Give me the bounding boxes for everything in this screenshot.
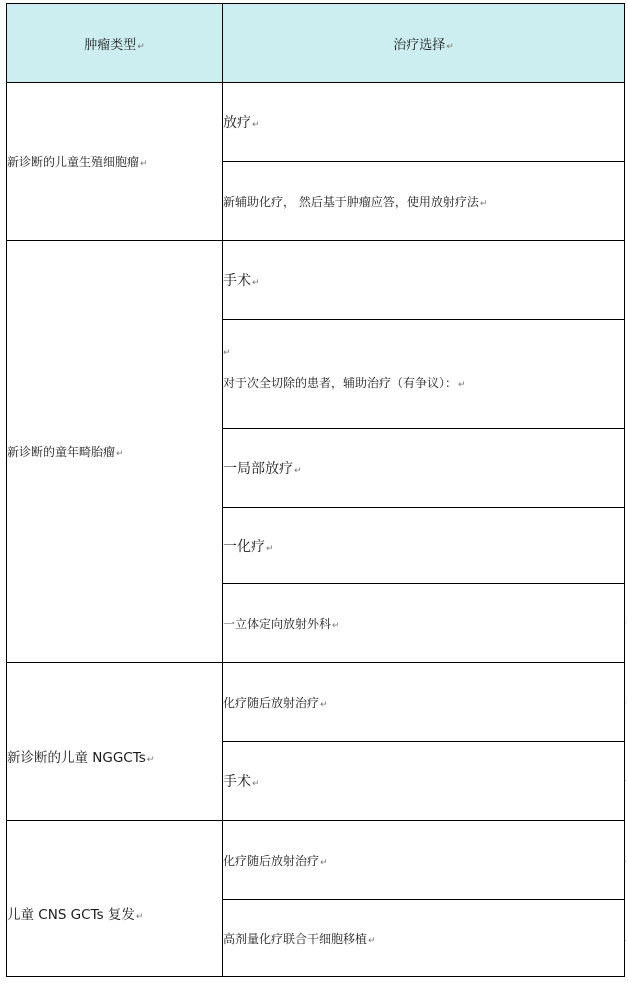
row-end-mark: .: [624, 696, 627, 705]
header-row: [7, 4, 625, 83]
table-row: [7, 241, 625, 320]
row-end-mark: .: [624, 774, 627, 783]
empty-paragraph: ↵: [223, 348, 231, 358]
treatment-cell: 一局部放疗↵: [223, 429, 625, 508]
treatment-cell: 手术↵: [223, 742, 625, 821]
treatment-cell: 放疗↵: [223, 83, 625, 162]
treatment-cell: 一化疗↵: [223, 508, 625, 584]
tumor-type-cell: 新诊断的儿童生殖细胞瘤↵: [7, 83, 223, 241]
tumor-type-cell: 新诊断的童年畸胎瘤↵: [7, 241, 223, 663]
treatment-cell: ↵ 对于次全切除的患者，辅助治疗（有争议）：↵: [223, 320, 625, 429]
treatment-cell: 新辅助化疗， 然后基于肿瘤应答，使用放射疗法↵: [223, 162, 625, 241]
table-row: [7, 83, 625, 162]
tumor-treatment-table: [6, 3, 625, 977]
table-row: [7, 663, 625, 742]
row-end-mark: .: [624, 855, 627, 864]
tumor-type-cell: 新诊断的儿童 NGGCTs↵: [7, 663, 223, 821]
tumor-type-cell: 儿童 CNS GCTs 复发↵: [7, 821, 223, 977]
treatment-cell: 化疗随后放射治疗↵: [223, 663, 625, 742]
treatment-cell: 手术↵: [223, 241, 625, 320]
treatment-cell: 一立体定向放射外科↵: [223, 584, 625, 663]
row-end-mark: .: [624, 934, 627, 943]
header-tumor-type: 肿瘤类型↵: [7, 4, 223, 83]
row-end-mark: .: [624, 616, 627, 625]
treatment-cell: 高剂量化疗联合干细胞移植↵: [223, 900, 625, 977]
table-row: [7, 821, 625, 900]
header-treatment-options: 治疗选择↵: [223, 4, 625, 83]
treatment-cell: 化疗随后放射治疗↵: [223, 821, 625, 900]
